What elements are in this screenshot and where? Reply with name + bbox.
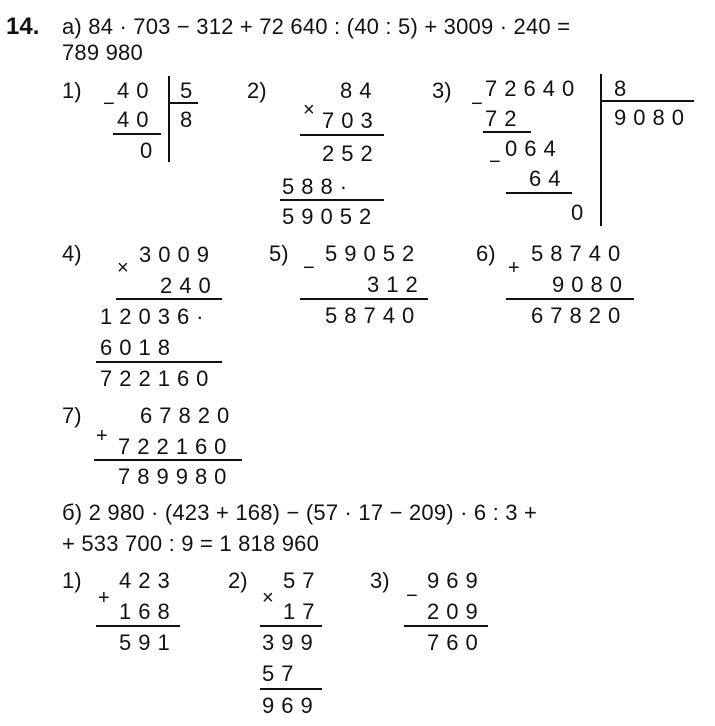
step-label: 3): [370, 568, 390, 593]
minuend: 969: [427, 568, 485, 593]
step-label: 6): [476, 241, 496, 266]
subtrahend: 209: [427, 599, 485, 624]
sum: 591: [119, 630, 177, 655]
sum: 67820: [531, 303, 628, 328]
plus-sign: +: [508, 257, 520, 279]
partial-2: 57: [262, 661, 301, 686]
factor-a: 84: [340, 78, 379, 103]
part-a-expression: а) 84 · 703 − 312 + 72 640 : (40 : 5) + 3009 · 240 =: [62, 14, 571, 39]
quotient: 8: [180, 107, 200, 132]
subtrahend-2: 64: [529, 166, 568, 191]
times-sign: ×: [117, 257, 129, 279]
quotient: 9080: [614, 105, 691, 130]
sum: 789980: [118, 464, 234, 489]
result-line: [280, 199, 384, 201]
result-line: [96, 625, 180, 627]
difference: 760: [427, 630, 485, 655]
result-line: [94, 459, 242, 461]
dividend: 40: [117, 78, 156, 103]
step-label: 7): [62, 403, 82, 428]
product: 59052: [282, 204, 379, 229]
sub-line: [113, 133, 161, 135]
addend-b: 168: [119, 599, 177, 624]
product-line: [116, 298, 222, 300]
minus-sign: −: [489, 151, 501, 173]
step-label: 1): [62, 78, 82, 103]
addend-a: 67820: [140, 403, 237, 428]
plus-sign: +: [98, 587, 110, 609]
result-line: [404, 625, 488, 627]
addend-b: 722160: [118, 434, 234, 459]
product-line: [300, 134, 384, 136]
partial-1: 399: [262, 630, 320, 655]
factor-a: 57: [283, 568, 322, 593]
minus-sign: −: [303, 257, 315, 279]
factor-b: 240: [160, 273, 218, 298]
step-label: 5): [269, 241, 289, 266]
step-label: 2): [228, 568, 248, 593]
sub-line-2: [506, 192, 572, 194]
step-label: 2): [247, 78, 267, 103]
partial-1: 12036·: [100, 304, 211, 329]
subtrahend-1: 72: [485, 106, 524, 131]
step-label: 1): [62, 568, 82, 593]
problem-number: 14.: [6, 13, 40, 40]
divisor: 8: [614, 76, 634, 101]
division-bar: [600, 74, 602, 226]
step-label: 4): [62, 241, 82, 266]
times-sign: ×: [262, 587, 274, 609]
dividend: 72640: [485, 76, 582, 101]
partial-1: 252: [322, 141, 380, 166]
difference: 58740: [325, 303, 422, 328]
result-line: [96, 361, 222, 363]
addend-a: 423: [119, 568, 177, 593]
divisor: 5: [180, 78, 200, 103]
part-a-answer: 789 980: [62, 40, 143, 65]
factor-a: 3009: [139, 242, 216, 267]
partial-2: 588·: [282, 174, 355, 199]
minus-sign: −: [406, 585, 418, 607]
part-b-answer: + 533 700 : 9 = 1 818 960: [62, 531, 320, 556]
product-line: [260, 625, 322, 627]
result-line: [300, 298, 428, 300]
remainder: 0: [571, 200, 591, 225]
result-line: [506, 298, 634, 300]
part-b-expression: б) 2 980 · (423 + 168) − (57 · 17 − 209) · 6 : 3 +: [62, 500, 538, 525]
product: 722160: [100, 366, 216, 391]
result-line: [260, 688, 322, 690]
factor-b: 703: [322, 108, 380, 133]
minus-sign: −: [103, 93, 115, 115]
subtrahend: 40: [117, 107, 156, 132]
minuend: 59052: [325, 241, 422, 266]
remainder-1: 064: [505, 136, 563, 161]
step-label: 3): [432, 78, 452, 103]
division-bar: [168, 76, 170, 162]
product: 969: [262, 693, 320, 718]
addend-a: 58740: [531, 241, 628, 266]
plus-sign: +: [96, 425, 108, 447]
quotient-line: [168, 102, 198, 104]
minus-sign: −: [471, 93, 483, 115]
factor-b: 17: [283, 599, 322, 624]
sub-line-1: [483, 131, 531, 133]
partial-2: 6018: [100, 335, 177, 360]
addend-b: 9080: [552, 272, 629, 297]
quotient-line: [600, 100, 694, 102]
subtrahend: 312: [367, 272, 425, 297]
remainder: 0: [140, 138, 160, 163]
times-sign: ×: [303, 99, 315, 121]
